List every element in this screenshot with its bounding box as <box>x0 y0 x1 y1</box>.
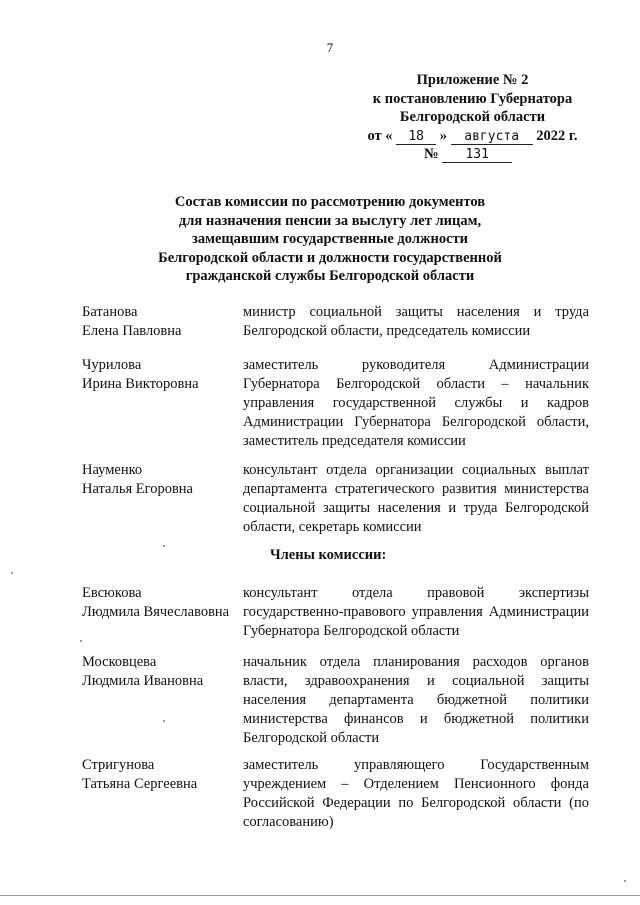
members-heading: Члены комиссии: <box>270 547 387 563</box>
member-given-name: Людмила Вячеславовна <box>82 603 230 620</box>
date-day: 18 <box>396 130 436 145</box>
member-name <box>82 756 242 793</box>
member-surname: Батанова <box>82 304 138 320</box>
member-given-name: Татьяна Сергеевна <box>82 775 198 792</box>
member-surname: Московцева <box>82 654 157 670</box>
title-line: замещавшим государственные должности <box>192 231 468 247</box>
member-given-name: Ирина Викторовна <box>82 375 199 392</box>
member-name <box>82 584 242 621</box>
member-surname: Стригунова <box>82 757 155 773</box>
date-year: 2022 г. <box>536 127 578 144</box>
member-name <box>82 653 242 690</box>
appendix-date <box>340 127 605 146</box>
member-given-name: Наталья Егоровна <box>82 480 193 497</box>
member-role: заместитель управляющего Государственным учреждением – Отделением Пенсионного фонда Российской Федерации по Белгородской области (по согласованию) <box>243 757 589 830</box>
scan-speck <box>624 880 626 882</box>
scan-speck <box>80 640 82 642</box>
member-name <box>82 356 242 393</box>
scan-speck <box>163 545 165 547</box>
scan-speck <box>163 720 165 722</box>
appendix-region-line: Белгородской области <box>399 109 546 125</box>
member-given-name: Елена Павловна <box>82 322 182 339</box>
member-role: министр социальной защиты населения и труда Белгородской области, председатель комиссии <box>243 304 589 339</box>
date-mid: » <box>439 127 448 144</box>
member-surname: Науменко <box>82 462 143 478</box>
number-value: 131 <box>442 148 512 163</box>
appendix-title: Приложение № 2 <box>416 72 529 88</box>
page-number: 7 <box>326 40 334 55</box>
appendix-resolution-line: к постановлению Губернатора <box>372 90 573 107</box>
title-line: гражданской службы Белгородской области <box>185 268 475 284</box>
member-surname: Чурилова <box>82 357 142 373</box>
date-month: августа <box>451 130 533 145</box>
member-role: консультант отдела организации социальных выплат департамента стратегического развития министерства социальной защиты населения и труда Белгородской области, секретарь комиссии <box>243 462 589 535</box>
document-title <box>120 193 540 286</box>
member-role: консультант отдела правовой экспертизы государственно-правового управления Администрации Губернатора Белгородской области <box>243 585 589 639</box>
member-role: заместитель руководителя Администрации Губернатора Белгородской области – начальник управления государственной службы и кадров Администрации Губернатора Белгородской области, заместитель председателя комиссии <box>243 357 589 449</box>
title-line: Состав комиссии по рассмотрению документов <box>174 194 486 210</box>
member-surname: Евсюкова <box>82 585 142 601</box>
page-edge-line <box>0 895 640 896</box>
title-line: Белгородской области и должности государственной <box>158 249 502 266</box>
member-given-name: Людмила Ивановна <box>82 672 204 689</box>
member-name <box>82 303 242 340</box>
appendix-header <box>340 71 605 164</box>
member-name <box>82 461 242 498</box>
number-label: № <box>424 146 439 162</box>
date-prefix: от « <box>367 127 393 144</box>
scan-speck <box>11 572 13 574</box>
title-line: для назначения пенсии за выслугу лет лицам, <box>178 212 482 229</box>
appendix-number <box>340 145 605 164</box>
member-role: начальник отдела планирования расходов органов власти, здравоохранения и социальной защиты населения департамента бюджетной политики министерства финансов и бюджетной политики Белгородской области <box>243 654 589 746</box>
